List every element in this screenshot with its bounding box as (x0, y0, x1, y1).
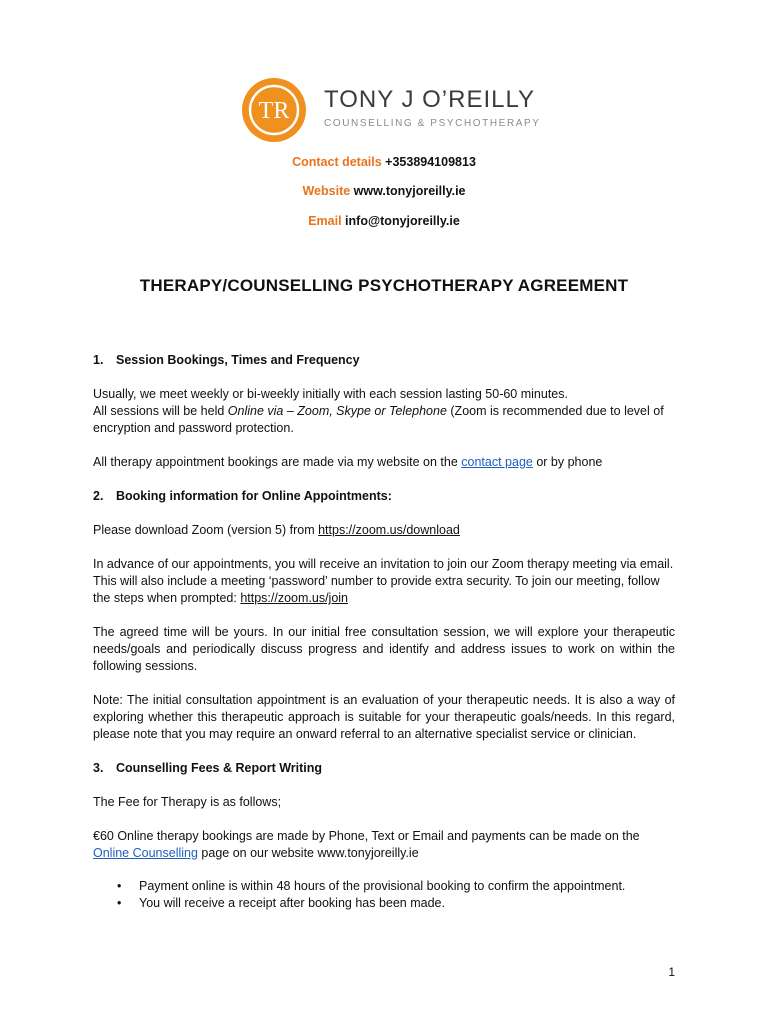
contact-phone-line (0, 155, 768, 169)
company-logo (242, 84, 541, 136)
fee-details-text: €60 Online therapy bookings are made by Phone, Text or Email and payments can be made on the Online Counselling page on our website www.tonyjoreilly.ie (93, 829, 640, 860)
logo-name: TONY J O’REILLY (324, 86, 536, 113)
zoom-download-link[interactable]: https://zoom.us/download (318, 523, 460, 537)
document-title: THERAPY/COUNSELLING PSYCHOTHERAPY AGREEMENT (139, 276, 629, 295)
contact-email[interactable]: info@tonyjoreilly.ie (345, 214, 460, 228)
contact-phone-label: Contact details (292, 155, 382, 169)
section-2-title: Booking information for Online Appointments: (116, 489, 392, 503)
section-1-title: Session Bookings, Times and Frequency (116, 353, 360, 367)
payment-bullet-list (93, 878, 675, 912)
session-platform-text: All sessions will be held Online via – Zoom, Skype or Telephone (Zoom is recommended due to level of encryption and password protection. (93, 404, 664, 435)
zoom-invite-text: In advance of our appointments, you will receive an invitation to join our Zoom therapy meeting via email. This will also include a meeting ‘password’ number to provide extra security. To join our meeting, follow the steps when prompted: https://zoom.us/join (93, 557, 674, 605)
zoom-download-text: Please download Zoom (version 5) from https://zoom.us/download (93, 523, 460, 537)
section-3-heading (93, 760, 675, 777)
section-2-heading (93, 488, 675, 505)
fee-intro-text: The Fee for Therapy is as follows; (93, 795, 282, 809)
section-3-number: 3. (93, 761, 104, 775)
section-3-title: Counselling Fees & Report Writing (116, 761, 323, 775)
section-2-number: 2. (93, 489, 104, 503)
contact-website[interactable]: www.tonyjoreilly.ie (353, 184, 466, 198)
online-counselling-link[interactable]: Online Counselling (93, 846, 198, 860)
booking-method-text: All therapy appointment bookings are made via my website on the contact page or by phone (93, 455, 603, 469)
contact-website-label: Website (302, 184, 351, 198)
bullet-icon: • (117, 879, 122, 893)
contact-email-label: Email (308, 214, 342, 228)
list-item: • You will receive a receipt after booking has been made. (93, 895, 675, 912)
contact-website-line (0, 184, 768, 198)
contact-page-link[interactable]: contact page (461, 455, 533, 469)
session-frequency-text: Usually, we meet weekly or bi-weekly initially with each session lasting 50-60 minutes. (93, 387, 568, 401)
consultation-note-text: Note: The initial consultation appointment is an evaluation of your therapeutic needs. It is also a way of exploring whether this therapeutic approach is suitable for your therapeutic goals/needs. In this regard, please note that you may require an onward referral to an alternative specialist service or clinician. (93, 693, 675, 741)
logo-monogram-icon (242, 78, 306, 142)
section-1-heading (93, 352, 675, 369)
bullet-icon: • (117, 896, 122, 910)
document-body (93, 352, 675, 912)
contact-phone[interactable]: +353894109813 (385, 155, 476, 169)
session-platform-italic: Online via – Zoom, Skype or Telephone (227, 404, 447, 418)
page-number: 1 (668, 965, 675, 979)
contact-email-line (0, 214, 768, 228)
logo-monogram-text: TR (258, 98, 290, 124)
zoom-join-link[interactable]: https://zoom.us/join (240, 591, 349, 605)
logo-subtitle: COUNSELLING & PSYCHOTHERAPY (324, 118, 541, 129)
agreed-time-text: The agreed time will be yours. In our initial free consultation session, we will explore your therapeutic needs/goals and periodically discuss progress and identify and address issues to work on within the following sessions. (93, 625, 675, 673)
section-1-number: 1. (93, 353, 104, 367)
list-item: • Payment online is within 48 hours of the provisional booking to confirm the appointment. (93, 878, 675, 895)
